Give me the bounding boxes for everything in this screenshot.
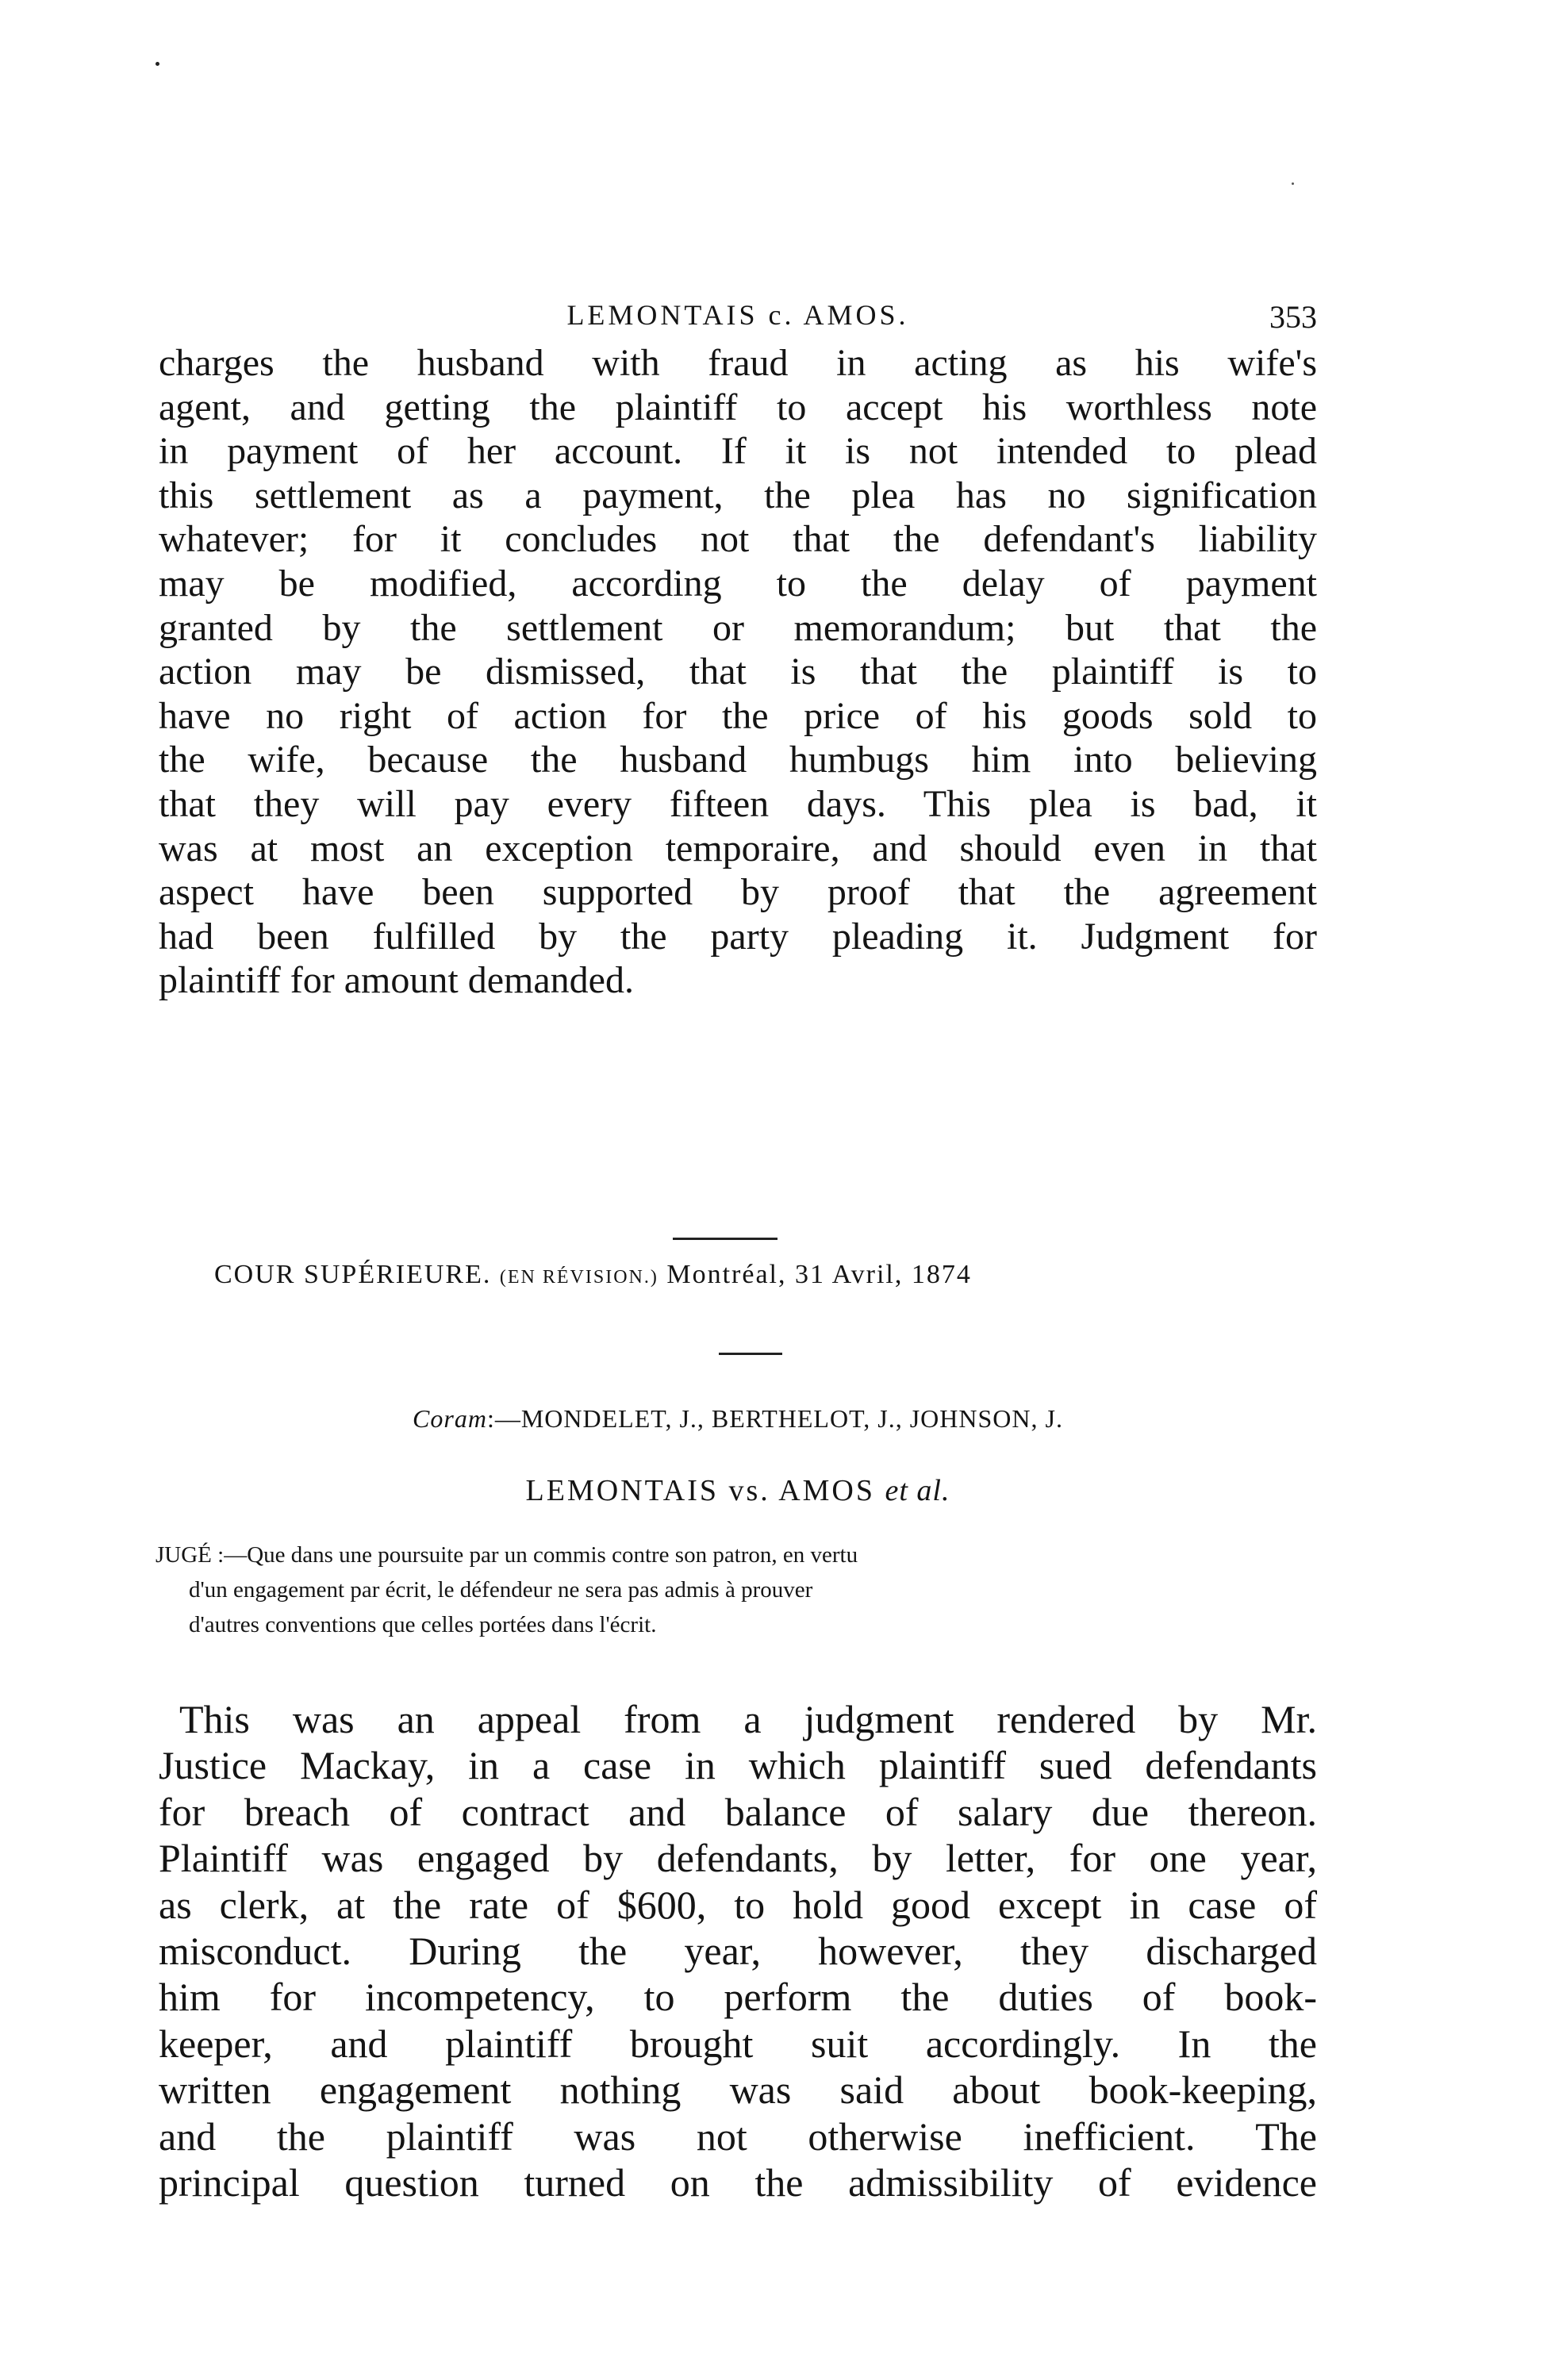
headnote-juge <box>156 1537 1314 1642</box>
text-line: charges the husband with fraud in acting as his wife's <box>159 342 1317 384</box>
text-line: for breach of contract and balance of salary due thereon. <box>159 1789 1317 1834</box>
text-line: This was an appeal from a judgment rendered by Mr. <box>179 1697 1317 1741</box>
text-line: him for incompetency, to perform the duties of book- <box>159 1975 1317 2020</box>
case-title <box>159 1473 1317 1508</box>
text-line: whatever; for it concludes not that the defendant's liability <box>159 518 1317 561</box>
text-line: as clerk, at the rate of $600, to hold good except in case of <box>159 1882 1317 1927</box>
text-line: that they will pay every fifteen days. This plea is bad, it <box>159 782 1317 825</box>
paragraph-appeal <box>159 1696 1317 2205</box>
section-divider-short <box>719 1353 782 1355</box>
paragraph-opening <box>159 341 1317 1003</box>
text-line: principal question turned on the admissibility of evidence <box>159 2160 1317 2205</box>
coram-label: Coram <box>413 1404 487 1433</box>
text-line: and the plaintiff was not otherwise inefficient. The <box>159 2113 1317 2159</box>
page-number: 353 <box>1269 299 1317 335</box>
text-line: aspect have been supported by proof that the agreement <box>159 871 1317 914</box>
text-line: Plaintiff was engaged by defendants, by letter, for one year, <box>159 1836 1317 1881</box>
revision-note: (EN RÉVISION.) <box>499 1267 658 1288</box>
text-line: misconduct. During the year, however, they discharged <box>159 1929 1317 1974</box>
case-suffix: et al. <box>885 1474 950 1507</box>
text-line: have no right of action for the price of his goods sold to <box>159 694 1317 737</box>
headnote-line: JUGÉ :—Que dans une poursuite par un commis contre son patron, en vertu <box>156 1542 858 1568</box>
ink-speck <box>156 62 159 66</box>
coram-line <box>159 1404 1317 1434</box>
headnote-line: d'un engagement par écrit, le défendeur ne sera pas admis à prouver <box>189 1577 813 1603</box>
text-line: Justice Mackay, in a case in which plaintiff sued defendants <box>159 1743 1317 1788</box>
running-head <box>159 298 1317 338</box>
text-line: plaintiff for amount demanded. <box>159 959 634 1002</box>
court-heading <box>214 1260 1341 1290</box>
text-line: was at most an exception temporaire, and should even in that <box>159 827 1317 869</box>
text-line: keeper, and plaintiff brought suit accordingly. In the <box>159 2021 1317 2066</box>
case-parties: LEMONTAIS vs. AMOS <box>525 1474 875 1507</box>
section-divider <box>673 1238 778 1240</box>
court-name: COUR SUPÉRIEURE. <box>214 1260 492 1289</box>
text-line: in payment of her account. If it is not intended to plead <box>159 430 1317 473</box>
ink-speck <box>1292 182 1294 185</box>
text-line: action may be dismissed, that is that the plaintiff is to <box>159 651 1317 693</box>
text-line: granted by the settlement or memorandum; but that the <box>159 606 1317 649</box>
coram-judges: :—MONDELET, J., BERTHELOT, J., JOHNSON, J. <box>486 1404 1063 1433</box>
running-title: LEMONTAIS c. AMOS. <box>566 299 909 331</box>
text-line: written engagement nothing was said about book-keeping, <box>159 2067 1317 2113</box>
text-line: agent, and getting the plaintiff to accept his worthless note <box>159 386 1317 428</box>
text-line: the wife, because the husband humbugs him into believing <box>159 739 1317 781</box>
text-line: this settlement as a payment, the plea has no signification <box>159 474 1317 516</box>
text-line: may be modified, according to the delay of payment <box>159 562 1317 605</box>
headnote-line: d'autres conventions que celles portées dans l'écrit. <box>189 1612 657 1637</box>
text-line: had been fulfilled by the party pleading it. Judgment for <box>159 915 1317 958</box>
place-date: Montréal, 31 Avril, 1874 <box>666 1260 972 1289</box>
